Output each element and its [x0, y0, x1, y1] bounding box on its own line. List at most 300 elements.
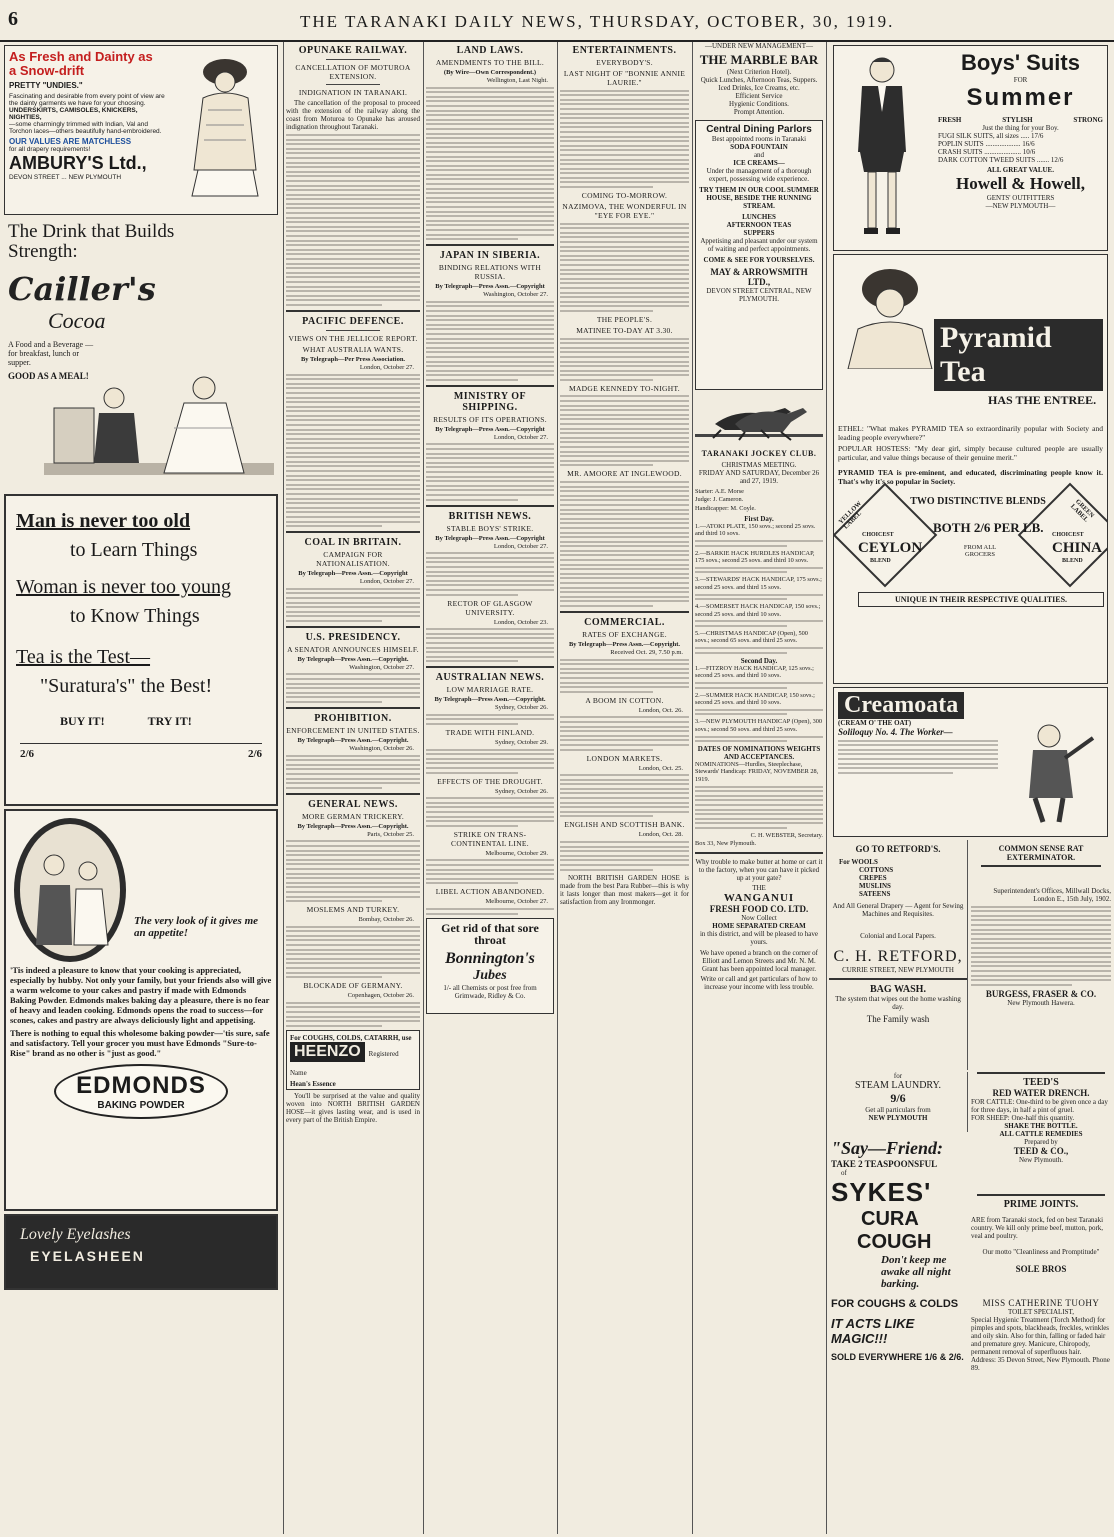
lady-portrait-illustration-icon [840, 259, 940, 369]
text-line [971, 942, 1111, 944]
sykes-of: of [841, 1169, 847, 1177]
text-line [286, 787, 382, 789]
text-line [560, 730, 689, 732]
edmonds-sub: BAKING POWDER [97, 1100, 185, 1111]
text-line [286, 189, 420, 191]
wanganui-now: Now Collect [741, 913, 777, 922]
text-line [426, 642, 554, 644]
article-text-australian-3 [426, 797, 554, 827]
subhead-amoore: MR. AMOORE AT INGLEWOOD. [567, 469, 682, 479]
text-line [286, 1016, 420, 1018]
text-line [286, 764, 420, 766]
text-line [286, 166, 420, 168]
article-text-ent-1 [560, 90, 689, 188]
text-line [560, 518, 689, 520]
article-text-us [286, 673, 420, 703]
text-line [426, 758, 554, 760]
text-line [286, 152, 420, 154]
retford-ad [829, 840, 968, 1070]
text-line [560, 668, 689, 670]
text-line [560, 159, 689, 161]
text-line [971, 933, 1111, 935]
text-line [560, 172, 689, 174]
tuohy-body: Special Hygienic Treatment (Torch Method) for pimples and spots, blackheads, freckles, wrinkles and oily skin. Also for thin, falling or faded hair and premature grey. Manicure, Chiropody, permanent removal of superfluous hair. [971, 1316, 1110, 1356]
boys-great: ALL GREAT VALUE. [987, 166, 1054, 174]
text-line [426, 156, 554, 158]
jockey-second-day: Second Day. [740, 656, 778, 665]
teed-remedies: ALL CATTLE REMEDIES [999, 1130, 1083, 1138]
text-line [286, 930, 420, 932]
text-line [286, 447, 420, 449]
suratura-line-6: "Suratura's" the Best! [40, 675, 213, 697]
central-line-13: DEVON STREET CENTRAL, NEW PLYMOUTH. [706, 287, 812, 303]
text-line [286, 253, 420, 255]
date-australian-2: Sydney, October 29. [494, 739, 548, 747]
text-line [286, 1020, 420, 1022]
text-line [560, 864, 689, 866]
dateline-british: By Telegraph—Press Assn.—Copyright [435, 534, 545, 542]
text-line [426, 347, 554, 349]
central-line-10: Appetising and pleasant under our system of waiting and perfect appointments. [700, 237, 818, 253]
suratura-line-5: Tea is the Test— [16, 646, 151, 668]
text-line [560, 869, 653, 871]
text-line [838, 767, 998, 769]
text-line [286, 507, 420, 509]
text-line [560, 744, 689, 746]
teed-shake: SHAKE THE BOTTLE. [1004, 1122, 1078, 1130]
date-australian-3: Sydney, October 26. [494, 787, 548, 795]
text-line [560, 677, 689, 679]
subhead-general-2: MOSLEMS AND TURKEY. [306, 905, 400, 915]
cocoa-tag: A Food and a Beverage —for breakfast, lunch or supper. [8, 340, 94, 367]
text-line [426, 647, 554, 649]
text-line [695, 818, 823, 820]
text-line [426, 133, 554, 135]
text-line [695, 822, 823, 824]
subhead-australian-2: TRADE WITH FINLAND. [445, 728, 535, 738]
text-line [426, 869, 554, 871]
article-text-coal [286, 588, 420, 622]
text-line [695, 786, 823, 788]
central-line-2: SODA FOUNTAIN [730, 143, 788, 151]
text-line [971, 929, 1111, 931]
race-text-5 [695, 647, 823, 654]
text-line [286, 433, 420, 435]
cocoa-brand: Cailler's [8, 270, 156, 308]
text-line [286, 696, 420, 698]
text-line [560, 495, 689, 497]
text-line [286, 470, 420, 472]
text-line [560, 739, 689, 741]
boys-suit-fugi: FUGI SILK SUITS, all sizes ..... 17/6 [938, 132, 1044, 140]
text-line [426, 333, 554, 335]
tuohy-sub: TOILET SPECIALIST, [1007, 1308, 1075, 1316]
text-line [560, 846, 689, 848]
text-line [560, 577, 689, 579]
text-line [426, 234, 554, 236]
text-line [426, 499, 518, 501]
jockey-box: Box 33, New Plymouth. [695, 840, 757, 848]
pyramid-blend-ceylon: BLEND [870, 558, 891, 564]
text-line [286, 845, 420, 847]
date-commercial: Received Oct. 29, 7.50 p.m. [610, 649, 683, 656]
text-line [971, 961, 1111, 963]
text-line [286, 139, 420, 141]
text-line [560, 686, 689, 688]
text-line [426, 105, 554, 107]
text-line [426, 356, 554, 358]
text-line [286, 488, 420, 490]
text-line [560, 559, 689, 561]
suratura-price-left: 2/6 [20, 748, 35, 760]
text-line [286, 180, 420, 182]
text-line [426, 169, 554, 171]
boy-figure-illustration-icon [842, 52, 922, 236]
text-line [426, 825, 518, 827]
text-line [286, 286, 420, 288]
edmonds-oval-illustration-icon [10, 815, 130, 965]
article-text-opunake [286, 134, 420, 306]
article-text-general-3 [286, 1002, 420, 1027]
text-line [560, 441, 689, 443]
central-dining-ad [695, 120, 823, 390]
sykes-cura-cough-ad [831, 1138, 965, 1298]
text-line [426, 351, 554, 353]
text-line [426, 224, 554, 226]
text-line [560, 236, 689, 238]
article-text-ent-2 [560, 223, 689, 312]
text-line [286, 194, 420, 196]
text-line [426, 873, 554, 875]
text-line [286, 868, 420, 870]
text-line [560, 600, 689, 602]
sykes-brand: SYKES' [831, 1177, 932, 1207]
text-line [286, 479, 420, 481]
text-line [695, 540, 823, 542]
article-text-general-1 [286, 840, 420, 902]
text-line [286, 198, 420, 200]
text-line [286, 230, 420, 232]
text-line [286, 782, 420, 784]
sykes-cough: COUGH [857, 1231, 932, 1253]
text-line [695, 804, 823, 806]
text-line [695, 799, 823, 801]
text-line [286, 272, 420, 274]
date-prohibition: Washington, October 26. [349, 745, 414, 753]
edmonds-body-2: There is nothing to equal this wholesome baking powder—'tis sure, safe and satisfactory. Tell your grocer you must have Edmonds "Sure-to-Rise" brand as no other is "just as good." [10, 1028, 270, 1058]
text-line [971, 952, 1111, 954]
text-line [286, 516, 420, 518]
wanganui-name-2: FRESH FOOD CO. LTD. [709, 903, 809, 914]
text-line [560, 550, 689, 552]
text-line [286, 521, 420, 523]
text-line [560, 802, 689, 804]
text-line [560, 726, 689, 728]
suratura-line-4: to Know Things [70, 605, 200, 627]
subhead-london-markets: LONDON MARKETS. [586, 753, 663, 763]
ambury-pretty: PRETTY "UNDIES." [9, 81, 83, 90]
text-line [971, 975, 1111, 977]
race-6: 1.—FITZROY HACK HANDICAP, 125 sovs.; second 25 sovs. and third 10 sovs. [695, 664, 814, 680]
text-line [560, 455, 689, 457]
text-line [286, 692, 420, 694]
text-line [286, 939, 420, 941]
bag-wash-line-2: The Family wash [866, 1014, 930, 1024]
race-text-6 [695, 682, 823, 689]
text-line [695, 795, 823, 797]
text-line [286, 900, 382, 902]
text-line [695, 682, 823, 684]
text-line [560, 186, 653, 188]
suratura-line-1: Man is never too old [16, 510, 191, 532]
text-line [286, 267, 420, 269]
creamoata-sub: (CREAM O' THE OAT) [838, 719, 912, 727]
text-line [426, 797, 554, 799]
rat-exterminator-ad [971, 840, 1111, 1070]
suratura-tea-ad [4, 494, 278, 806]
text-line [560, 792, 689, 794]
creamoata-brand: Creamoata [838, 692, 964, 719]
text-line [560, 379, 653, 381]
subhead-japan: BINDING RELATIONS WITH RUSSIA. [438, 263, 542, 282]
text-line [560, 513, 689, 515]
headline-pacific: PACIFIC DEFENCE. [302, 315, 404, 327]
boys-stylish: STYLISH [1002, 116, 1033, 124]
text-line [286, 387, 420, 389]
text-line [286, 290, 420, 292]
text-line [426, 864, 554, 866]
text-line [286, 673, 420, 675]
pyramid-china: CHINA [1052, 540, 1103, 556]
text-line [426, 494, 554, 496]
text-line [426, 197, 554, 199]
page-number: 6 [8, 8, 18, 30]
text-line [426, 110, 554, 112]
text-line [560, 301, 689, 303]
text-line [286, 207, 420, 209]
text-line [426, 660, 518, 662]
dateline-commercial: By Telegraph—Press Assn.—Copyright. [568, 641, 681, 648]
column-ads-middle [695, 42, 823, 1534]
text-line [695, 545, 787, 547]
article-text-japan [426, 301, 554, 381]
article-text-australian-4 [426, 859, 554, 884]
text-line [286, 397, 420, 399]
text-line [286, 768, 420, 770]
text-line [286, 442, 420, 444]
text-line [560, 250, 689, 252]
text-line [426, 767, 554, 769]
text-line [426, 137, 554, 139]
pyramid-both: BOTH 2/6 PER LB. [933, 520, 1044, 535]
subhead-coal: CAMPAIGN FOR NATIONALISATION. [316, 550, 390, 569]
wanganui-name: WANGANUI [723, 891, 795, 904]
bag-wash-price: 9/6 [890, 1091, 906, 1105]
pyramid-green-label: GREEN LABEL [1069, 498, 1096, 524]
suratura-buy-it: BUY IT! [60, 714, 105, 728]
text-line [426, 305, 554, 307]
subhead-pacific-1: VIEWS ON THE JELLICOE REPORT. [288, 333, 418, 343]
pyramid-ethel: ETHEL: "What makes PYRAMID TEA so extraordinarily popular with Society and leading people everywhere?" [838, 424, 1103, 442]
eyelash-brand: EYELASHEEN [30, 1248, 145, 1264]
text-line [286, 258, 420, 260]
teed-sub: RED WATER DRENCH. [992, 1088, 1090, 1098]
text-line [426, 471, 554, 473]
text-line [560, 259, 689, 261]
text-line [286, 877, 420, 879]
race-2: 2.—BARKIE HACK HURDLES HANDICAP, 175 sovs.; second 25 sovs. and third 10 sovs. [695, 549, 815, 564]
text-line [971, 919, 1111, 921]
race-text-4 [695, 620, 823, 627]
text-line [560, 287, 689, 289]
text-line [286, 620, 382, 622]
text-line [426, 220, 554, 222]
text-line [560, 460, 689, 462]
text-line [560, 545, 689, 547]
eyelash-tagline: Lovely Eyelashes [20, 1226, 131, 1243]
text-line [560, 361, 689, 363]
text-line [560, 788, 689, 790]
text-line [695, 598, 787, 600]
headline-land: LAND LAWS. [456, 45, 524, 56]
text-line [286, 588, 420, 590]
text-line [286, 683, 420, 685]
text-line [426, 370, 554, 372]
text-line [560, 682, 689, 684]
text-line [426, 178, 554, 180]
article-text-shipping [426, 443, 554, 500]
race-4: 4.—SOMERSET HACK HANDICAP, 150 sovs.; second 25 sovs. and third 10 sovs. [695, 603, 821, 618]
central-line-7: LUNCHES [742, 213, 776, 221]
text-line [426, 566, 554, 568]
text-line [560, 779, 689, 781]
text-line [560, 605, 653, 607]
headline-british: BRITISH NEWS. [448, 510, 532, 522]
text-line [286, 886, 420, 888]
prime-body: ARE from Taranaki stock, fed on best Taranaki country. We kill only prime beef, mutton, pork, veal and poultry. [971, 1216, 1104, 1240]
headline-prohibition: PROHIBITION. [314, 713, 392, 725]
lady-illustration-icon [178, 50, 273, 200]
text-line [426, 192, 554, 194]
subhead-general-3: BLOCKADE OF GERMANY. [303, 981, 403, 991]
text-line [286, 134, 420, 136]
article-text-ent-5 [560, 481, 689, 607]
wanganui-write: Write or call and get particulars of how to increase your income with less trouble. [700, 975, 818, 992]
text-line [426, 188, 554, 190]
creamoata-soliloquy: Soliloquy No. 4. The Worker— [838, 727, 953, 737]
text-line [426, 811, 554, 813]
text-line [286, 958, 420, 960]
text-line [286, 378, 420, 380]
text-line [971, 984, 1072, 986]
date-general-3: Copenhagen, October 26. [347, 992, 414, 1000]
text-line [560, 278, 689, 280]
cocoa-good: GOOD AS A MEAL! [8, 371, 89, 381]
tuohy-ad [971, 1298, 1111, 1396]
text-line [560, 149, 689, 151]
bag-wash-ad [829, 1072, 968, 1132]
headline-entertainments: ENTERTAINMENTS. [572, 45, 677, 56]
teed-name: TEED & CO., [1013, 1146, 1069, 1156]
text-line [426, 762, 554, 764]
text-line [560, 246, 689, 248]
text-line [971, 910, 1111, 912]
text-line [560, 414, 689, 416]
text-line [560, 122, 689, 124]
text-line [426, 211, 554, 213]
race-8: 3.—NEW PLYMOUTH HANDICAP (Open), 300 sovs.; second 50 sovs. and third 25 sovs. [695, 718, 823, 733]
column-news-3 [560, 42, 689, 1534]
text-line [560, 168, 689, 170]
central-line-3: and [753, 151, 765, 159]
text-line [286, 235, 420, 237]
text-line [286, 493, 420, 495]
text-line [426, 637, 554, 639]
text-line [286, 401, 420, 403]
text-line [426, 142, 554, 144]
text-line [286, 410, 420, 412]
text-line [426, 342, 554, 344]
headline-general: GENERAL NEWS. [308, 798, 398, 810]
text-line [695, 620, 823, 622]
subhead-land: AMENDMENTS TO THE BILL. [435, 58, 545, 67]
text-line [286, 863, 420, 865]
bonnington-price: 1/- all Chemists or post free from Grimwade, Ridley & Co. [443, 983, 537, 1000]
text-line [286, 1011, 420, 1013]
text-line [560, 223, 689, 225]
text-line [426, 656, 554, 658]
text-line [560, 273, 689, 275]
text-line [426, 489, 554, 491]
text-line [426, 802, 554, 804]
text-line [286, 304, 382, 306]
text-line [426, 91, 554, 93]
text-line [286, 1006, 420, 1008]
teeds-drench-ad [971, 1072, 1111, 1172]
text-line [426, 633, 554, 635]
text-line [560, 811, 689, 813]
text-line [286, 755, 420, 757]
text-line [426, 379, 518, 381]
heenzo-registered: Registered Name [290, 1049, 399, 1077]
text-line [560, 568, 689, 570]
text-line [286, 461, 420, 463]
text-line [560, 532, 689, 534]
subhead-annie-laurie: LAST NIGHT OF "BONNIE ANNIE LAURIE." [563, 69, 686, 87]
text-line [286, 162, 420, 164]
text-line [286, 953, 420, 955]
text-line [560, 564, 689, 566]
jockey-meeting: CHRISTMAS MEETING. [721, 461, 797, 469]
ambury-for: for all drapery requirements! [9, 146, 91, 153]
text-line [426, 365, 554, 367]
dateline-australian: By Telegraph—Press Assn.—Copyright. [434, 696, 546, 704]
text-line [286, 687, 420, 689]
text-line [695, 713, 787, 715]
text-line [560, 716, 689, 718]
article-text-commercial-4 [560, 841, 689, 871]
central-name: Central Dining Parlors [706, 124, 812, 135]
central-line-8: AFTERNOON TEAS [726, 221, 792, 229]
text-line [971, 947, 1111, 949]
text-line [426, 476, 554, 478]
jockey-starter: Starter: A.E. Morse [695, 488, 744, 495]
ambury-matchless: OUR VALUES ARE MATCHLESS [9, 137, 132, 146]
text-line [286, 678, 420, 680]
text-line [695, 567, 823, 569]
creamoata-ad [833, 687, 1108, 837]
headline-shipping: MINISTRY OF SHIPPING. [453, 390, 527, 413]
